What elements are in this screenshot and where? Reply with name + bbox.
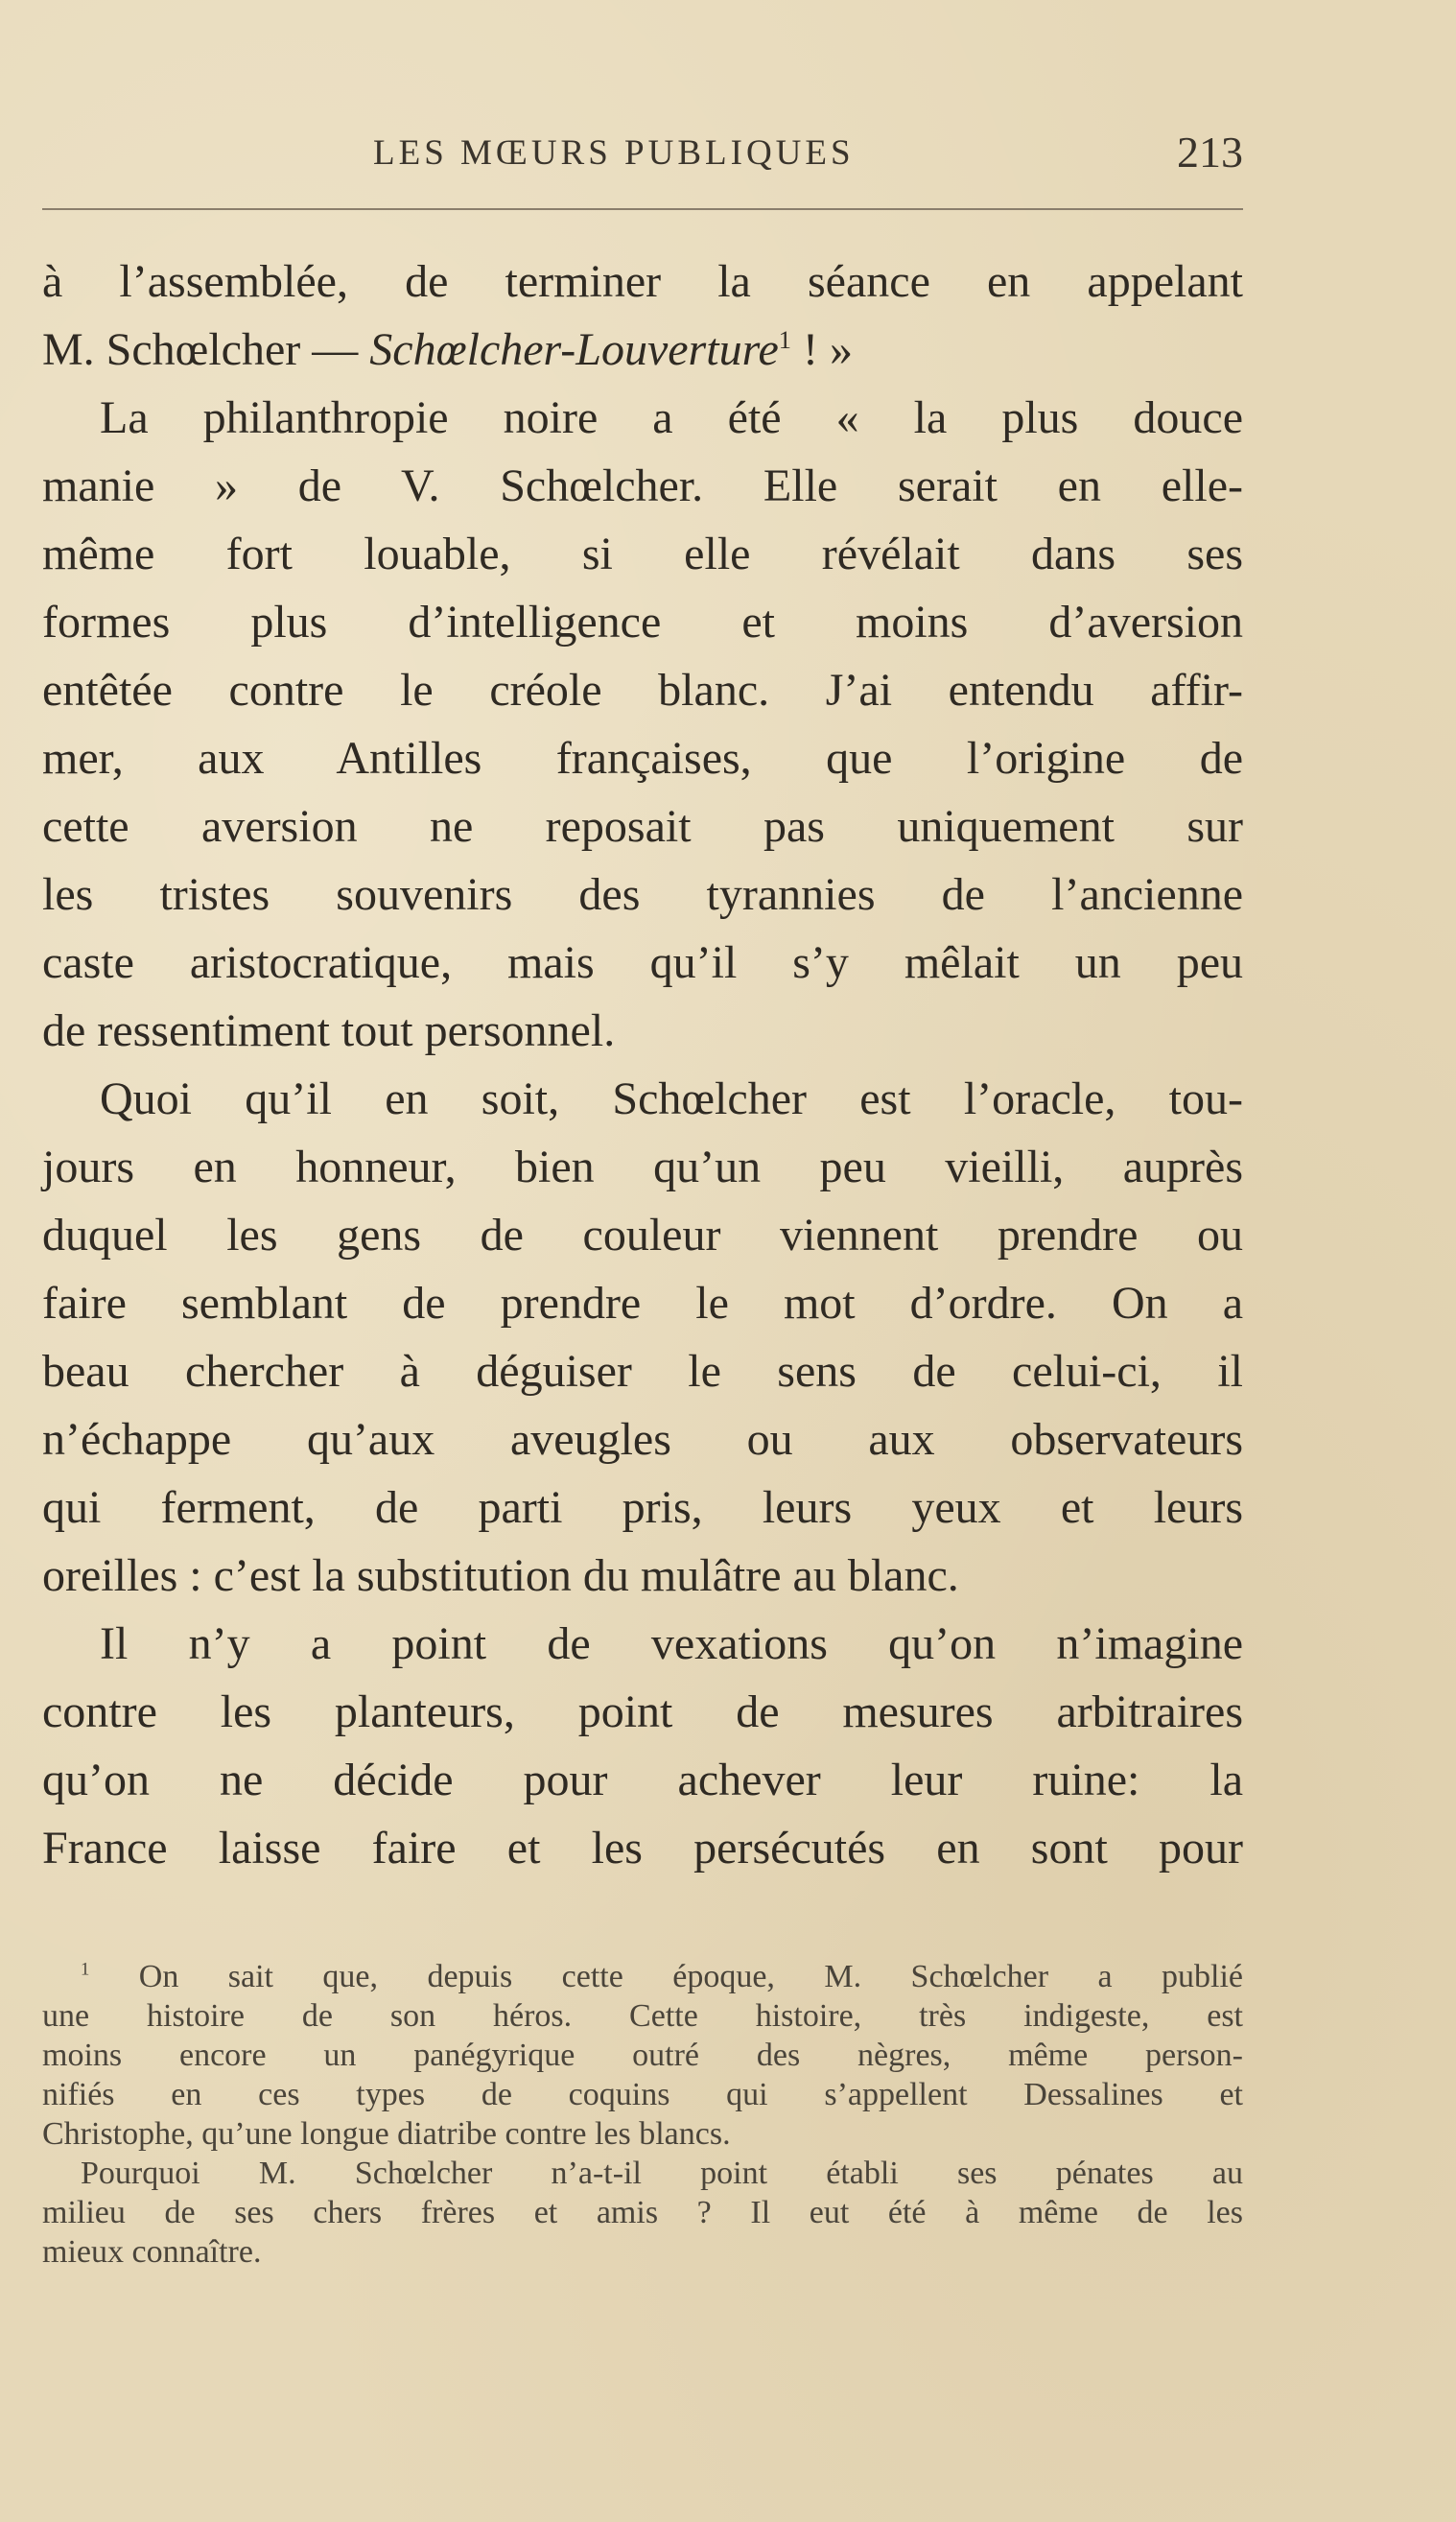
footnote-text: On sait que, depuis cette époque, M. Schœlcher a publié	[89, 1959, 1243, 1994]
footnote-line: nifiés en ces types de coquins qui s’appellent Dessalines et	[42, 2077, 1243, 2112]
text-line: manie » de V. Schœlcher. Elle serait en elle-	[42, 460, 1243, 511]
text-line: formes plus d’intelligence et moins d’aversion	[42, 597, 1243, 648]
footnote-line: Pourquoi M. Schœlcher n’a-t-il point établi ses pénates au	[81, 2156, 1243, 2191]
page-header	[42, 128, 1243, 182]
italic-name: Schœlcher-Louverture	[369, 324, 779, 375]
footnotes	[42, 1957, 1243, 2272]
text-line-with-note	[42, 316, 1243, 384]
paragraph-first-line: Quoi qu’il en soit, Schœlcher est l’oracle, tou-	[100, 1073, 1243, 1124]
text-line: mer, aux Antilles françaises, que l’origine de	[42, 733, 1243, 784]
footnote-number: 1	[81, 1959, 90, 1980]
footnote-line: milieu de ses chers frères et amis ? Il eut été à même de les	[42, 2195, 1243, 2230]
text-line: contre les planteurs, point de mesures arbitraires	[42, 1686, 1243, 1737]
header-rule	[42, 208, 1243, 210]
text-line: beau chercher à déguiser le sens de celui-ci, il	[42, 1346, 1243, 1397]
footnote-first-line	[42, 1957, 1243, 1996]
footnote-line: une histoire de son héros. Cette histoire, très indigeste, est	[42, 1998, 1243, 2034]
text-line: les tristes souvenirs des tyrannies de l’ancienne	[42, 869, 1243, 920]
text-line: faire semblant de prendre le mot d’ordre. On a	[42, 1278, 1243, 1329]
text-line: France laisse faire et les persécutés en sont pour	[42, 1823, 1243, 1874]
text-line: duquel les gens de couleur viennent prendre ou	[42, 1210, 1243, 1261]
text-line: entêtée contre le créole blanc. J’ai entendu affir-	[42, 665, 1243, 716]
text-line: qu’on ne décide pour achever leur ruine: la	[42, 1755, 1243, 1805]
paragraph-last-line: de ressentiment tout personnel.	[42, 1005, 616, 1056]
page-number: 213	[1177, 128, 1243, 177]
text-line: jours en honneur, bien qu’un peu vieilli, auprès	[42, 1142, 1243, 1192]
text-line: caste aristocratique, mais qu’il s’y mêlait un peu	[42, 937, 1243, 988]
text-line: à l’assemblée, de terminer la séance en appelant	[42, 256, 1243, 307]
body-text	[42, 247, 1243, 1882]
text-line-start: M. Schœlcher —	[42, 324, 359, 375]
footnote-line: Christophe, qu’une longue diatribe contre les blancs.	[42, 2116, 731, 2152]
paragraph-last-line: oreilles : c’est la substitution du mulâtre au blanc.	[42, 1550, 959, 1601]
text-line: cette aversion ne reposait pas uniquement sur	[42, 801, 1243, 852]
footnote-line: moins encore un panégyrique outré des nègres, même person-	[42, 2038, 1243, 2073]
paragraph-first-line: Il n’y a point de vexations qu’on n’imagine	[100, 1618, 1243, 1669]
text-line: qui ferment, de parti pris, leurs yeux et leurs	[42, 1482, 1243, 1533]
footnote-line: mieux connaître.	[42, 2234, 262, 2270]
text-line: n’échappe qu’aux aveugles ou aux observateurs	[42, 1414, 1243, 1465]
footnote-mark: 1	[778, 325, 791, 354]
text-line-end: ! »	[790, 324, 853, 375]
paragraph-first-line: La philanthropie noire a été « la plus douce	[100, 392, 1243, 443]
running-title: LES MŒURS PUBLIQUES	[373, 133, 855, 173]
text-line: même fort louable, si elle révélait dans ses	[42, 529, 1243, 579]
